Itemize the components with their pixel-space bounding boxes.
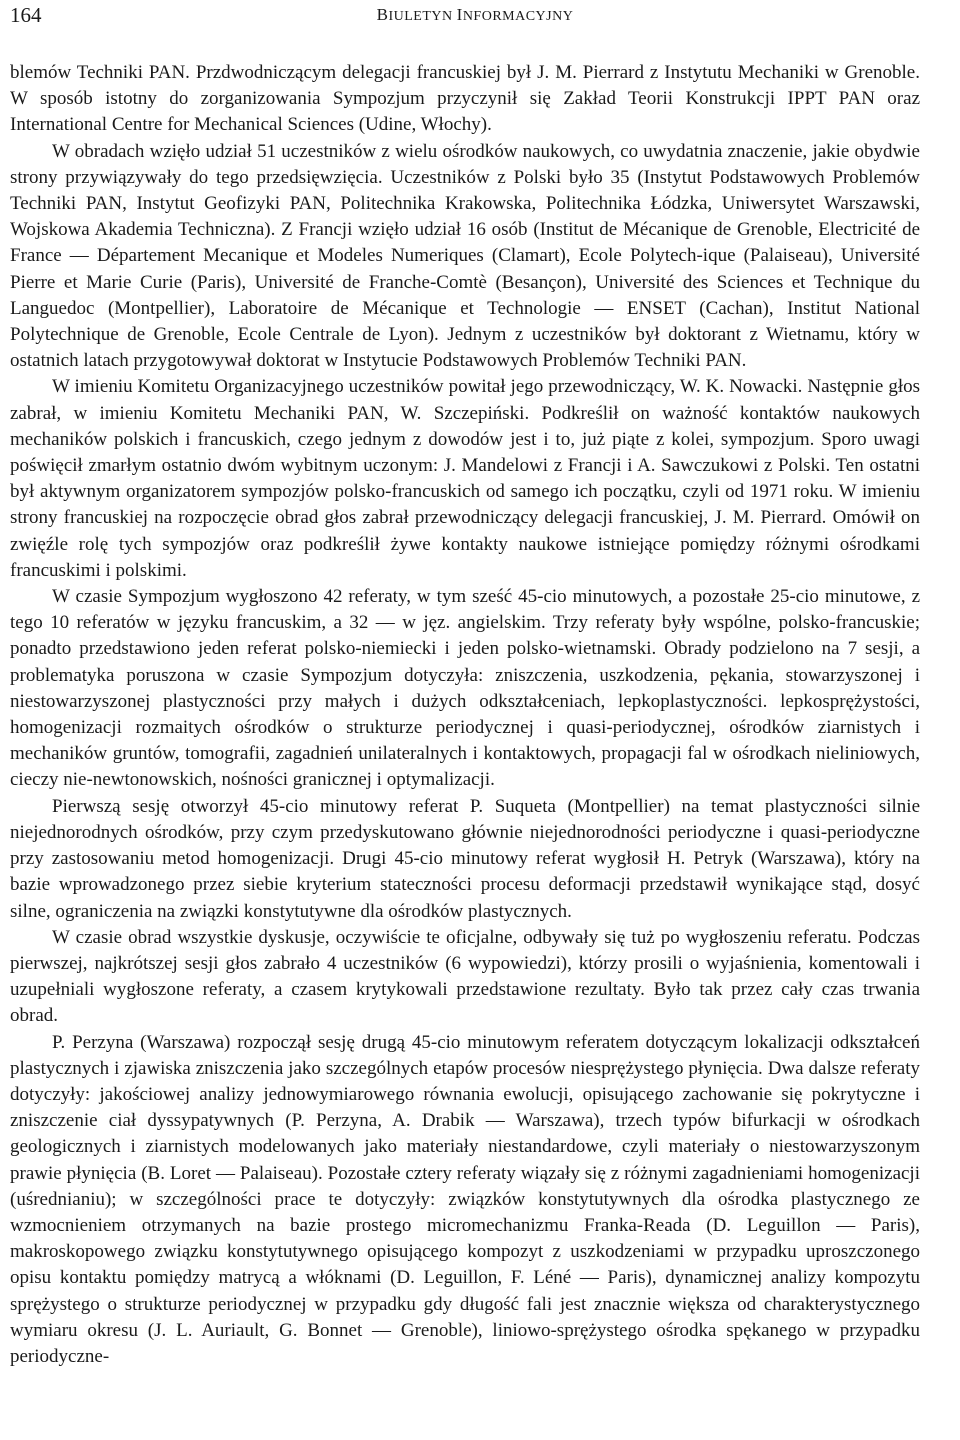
article-body [10, 60, 920, 1370]
running-head-word-2: NFORMACYJNY [462, 9, 574, 24]
paragraph: W czasie Sympozjum wygłoszono 42 referaty, w tym sześć 45-cio minutowych, a pozostałe 25-cio minutowe, z tego 10 referatów w języku francuskim, a 32 — w jęz. angielskim. Trzy referaty były wspólne, polsko-francuskie; ponadto przedstawiono jeden referat polsko-niemiecki i jeden polsko-wietnamski. Obrady podzielono na 7 sesji, a problematyka poruszona w czasie Sympozjum dotyczyła: zniszczenia, uszkodzenia, pękania, stowarzyszonej i niestowarzyszonej plastyczności przy małych i dużych odkształceniach, lepkoplastyczności. lepkosprężystości, homogenizacji rozmaitych ośrodków o strukturze periodycznej i quasi-periodycznej, ośrodków ziarnistych i mechaników gruntów, tomografii, zagadnień unilateralnych i kontaktowych, propagacji fal w ośrodkach nieliniowych, cieczy nie-newtonowskich, nośności granicznej i optymalizacji. [10, 586, 920, 791]
page-number: 164 [10, 3, 42, 27]
paragraph: P. Perzyna (Warszawa) rozpoczął sesję drugą 45-cio minutowym referatem dotyczącym lokalizacji odkształceń plastycznych i zjawiska zniszczenia jako szczególnych etapów procesów niesprężystego płynięcia. Dwa dalsze referaty dotyczyły: jakościowej analizy jednowymiarowego równania ewolucji, opisującego zachowanie się pokrytyczne i zniszczenie ciał dyssypatywnych (P. Perzyna, A. Drabik — Warszawa), trzech typów bifurkacji w ośrodkach geologicznych i ziarnistych modelowanych jako materiały niestandardowe, czyli materiały o niestowarzyszonym prawie płynięcia (B. Loret — Palaiseau). Pozostałe cztery referaty wiązały się z różnymi zagadnieniami homogenizacji (uśrednianiu); w szczególności prace te dotyczyły: związków konstytutywnych dla ośrodka plastycznego ze wzmocnieniem otrzymanych na bazie prostego micromechanizmu Franka-Reada (D. Leguillon — Paris), makroskopowego związku konstytutywnego opisującego kompozyt z uszkodzeniami w przypadku uproszczonego opisu kontaktu pomiędzy matrycą a włóknami (D. Leguillon, F. Léné — Paris), dynamicznej analizy kompozytu sprężystego o strukturze periodycznej w przypadku gdy długość fali jest znacznie większa od charakterystycznego wymiaru okresu (J. L. Auriault, G. Bonnet — Grenoble), liniowo-sprężystego ośrodka spękanego w przypadku periodyczne- [10, 1031, 920, 1367]
running-head-word-1: IULETYN [388, 9, 453, 24]
paragraph: W imieniu Komitetu Organizacyjnego uczestników powitał jego przewodniczący, W. K. Nowacki. Następnie głos zabrał, w imieniu Komitetu Mechaniki PAN, W. Szczepiński. Podkreślił on ważność kontaktów naukowych mechaników polskich i francuskich, czego jednym z dowodów jest i to, już piąte z kolei, sympozjum. Sporo uwagi poświęcił zmarłym ostatnio dwóm wybitnym uczonym: J. Mandelowi z Francji i A. Sawczukowi z Polski. Ten ostatni był aktywnym organizatorem sympozjów polsko-francuskich od samego ich początku, czyli od 1971 roku. W imieniu strony francuskiej na rozpoczęcie obrad głos zabrał przewodniczący delegacji francuskiej, J. M. Pierrard. Omówił on zwięźle rolę tych sympozjów oraz podkreślił żywe kontakty naukowe istniejące pomiędzy różnymi ośrodkami francuskimi i polskimi. [10, 376, 920, 581]
running-head-initial-1: B [376, 5, 389, 24]
paragraph: W obradach wzięło udział 51 uczestników z wielu ośrodków naukowych, co uwydatnia znaczenie, jakie obydwie strony przywiązywały do tego przedsięwzięcia. Uczestników z Polski było 35 (Instytut Podstawowych Problemów Techniki PAN, Instytut Geofizyki PAN, Politechnika Krakowska, Politechnika Łódzka, Uniwersytet Warszawski, Wojskowa Akademia Techniczna). Z Francji wzięło udział 16 osób (Institut de Mécanique de Grenoble, Electricité de France — Département Mecanique et Modeles Numeriques (Clamart), Ecole Polytech-ique (Palaiseau), Université Pierre et Marie Curie (Paris), Université de Franche-Comtè (Besançon), Université des Sciences et Technique du Languedoc (Montpellier), Laboratoire de Mécanique et Technologie — ENSET (Cachan), Institut National Polytechnique de Grenoble, Ecole Centrale de Lyon). Jednym z uczestników był doktorant z Wietnamu, który w ostatnich latach przygotowywał doktorat w Instytucie Podstawowych Problemów Techniki PAN. [10, 140, 920, 372]
running-head [10, 3, 940, 29]
running-head-initial-2: I [456, 5, 463, 24]
paragraph: blemów Techniki PAN. Przdwodniczącym delegacji francuskiej był J. M. Pierrard z Instytutu Mechaniki w Grenoble. W sposób istotny do zorganizowania Sympozjum przyczynił się Zakład Teorii Konstrukcji IPPT PAN oraz International Centre for Mechanical Sciences (Udine, Włochy). [10, 62, 920, 136]
paragraph: W czasie obrad wszystkie dyskusje, oczywiście te oficjalne, odbywały się tuż po wygłoszeniu referatu. Podczas pierwszej, najkrótszej sesji głos zabrało 4 uczestników (6 wypowiedzi), którzy prosili o wyjaśnienia, komentowali i uzupełniali wygłoszone referaty, a czasem krytykowali przedstawione rezultaty. Było tak przez cały czas trwania obrad. [10, 926, 920, 1027]
paragraph: Pierwszą sesję otworzył 45-cio minutowy referat P. Suqueta (Montpellier) na temat plastyczności silnie niejednorodnych ośrodków, przy czym przedyskutowano głównie niejednorodności periodyczne i quasi-periodyczne przy zastosowaniu metod homogenizacji. Drugi 45-cio minutowy referat wygłosił H. Petryk (Warszawa), który na bazie wprowadzonego przez siebie kryterium stateczności procesu deformacji przedstawił wynikające stąd, dosyć silne, ograniczenia na związki konstytutywne dla ośrodków plastycznych. [10, 795, 920, 922]
page-header [10, 0, 940, 36]
